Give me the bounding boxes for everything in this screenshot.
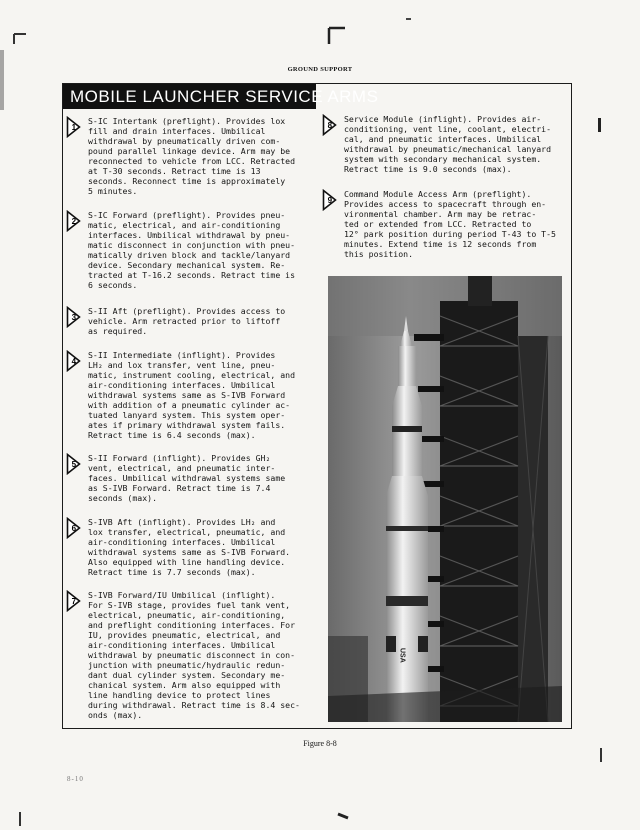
svg-text:3: 3 <box>71 313 77 322</box>
arm-number-marker <box>66 116 81 138</box>
svg-text:1: 1 <box>71 123 77 132</box>
umbilical-tower <box>440 276 548 722</box>
arm-description: S-IVB Aft (inflight). Provides LH₂ and lox transfer, electrical, pneumatic, and air-conditioning interfaces. Umbilical withdrawal systems same as S-IVB Forward. Also equipped with line handling device. Retract time is 7.7 seconds (max). <box>88 517 291 577</box>
running-header: GROUND SUPPORT <box>287 66 353 73</box>
arm-number-marker <box>66 453 81 475</box>
arm-description: S-IVB Forward/IU Umbilical (inflight). For S-IVB stage, provides fuel tank vent, electrical, pneumatic, air-conditioning, and preflight conditioning interfaces. For IU, provides pneumatic, electrical, and air-conditioning interfaces. Umbilical withdrawal by pneumatic disconnect in con- junction with pneumatic/hydraulic redun- dant dual cylinder system. Secondary me- chanical system. Arm also equipped with line handling device to protect lines during withdrawal. Retract time is 8.4 sec- onds (max). <box>88 590 300 720</box>
launch-vehicle-photo <box>328 276 562 722</box>
arm-description: S-IC Intertank (preflight). Provides lox fill and drain interfaces. Umbilical withdrawal by pneumatically driven com- pound parallel linkage device. Arm may be reconnected to vehicle from LCC. Retracted at T-30 seconds. Retract time is 13 seconds. Reconnect time is approximately 5 minutes. <box>88 116 296 196</box>
svg-text:8: 8 <box>327 121 333 130</box>
arm-number-marker <box>322 114 337 136</box>
svg-text:4: 4 <box>71 357 77 366</box>
arm-number-marker <box>66 350 81 372</box>
arm-number-marker <box>66 517 81 539</box>
svg-text:2: 2 <box>71 217 77 226</box>
figure-caption: Figure 8-8 <box>303 739 337 748</box>
svg-text:6: 6 <box>71 524 77 533</box>
arm-number-marker <box>66 306 81 328</box>
arm-description: S-II Forward (inflight). Provides GH₂ vent, electrical, and pneumatic inter- faces. Umbilical withdrawal systems same as S-IVB Forward. Retract time is 7.4 seconds (max). <box>88 453 286 503</box>
section-banner: MOBILE LAUNCHER SERVICE ARMS <box>63 84 316 109</box>
arm-description: S-II Aft (preflight). Provides access to vehicle. Arm retracted prior to liftoff as required. <box>88 306 286 336</box>
svg-text:7: 7 <box>71 597 77 606</box>
arm-number-marker <box>66 210 81 232</box>
arm-description: Command Module Access Arm (preflight). Provides access to spacecraft through en- vironmental chamber. Arm may be retrac- ted or extended from LCC. Retracted to 12° park position during period T-43 to T-5 minutes. Extend time is 12 seconds from this position. <box>344 189 556 259</box>
arm-description: Service Module (inflight). Provides air- conditioning, vent line, coolant, electri- cal, and pneumatic interfaces. Umbilical withdrawal by pneumatic/mechanical lanyard system with secondary mechanical system. Retract time is 9.0 seconds (max). <box>344 114 552 174</box>
arm-number-marker <box>322 189 337 211</box>
svg-text:USA: USA <box>398 648 406 663</box>
svg-text:9: 9 <box>327 196 333 205</box>
arm-number-marker <box>66 590 81 612</box>
page-number: 8-10 <box>67 775 84 783</box>
svg-text:5: 5 <box>71 460 77 469</box>
arm-description: S-II Intermediate (inflight). Provides LH₂ and lox transfer, vent line, pneu- matic, instrument cooling, electrical, and air-conditioning interfaces. Umbilical withdrawal systems same as S-IVB Forward with addition of a pneumatic cylinder ac- tuated lanyard system. This system oper- ates if primary withdrawal system fails. Retract time is 6.4 seconds (max). <box>88 350 296 440</box>
arm-description: S-IC Forward (preflight). Provides pneu- matic, electrical, and air-conditioning interfaces. Umbilical withdrawal by pneu- matic disconnect in conjunction with pneu- matically driven block and tackle/lanyard device. Secondary mechanical system. Re- tracted at T-16.2 seconds. Retract time is 6 seconds. <box>88 210 296 290</box>
